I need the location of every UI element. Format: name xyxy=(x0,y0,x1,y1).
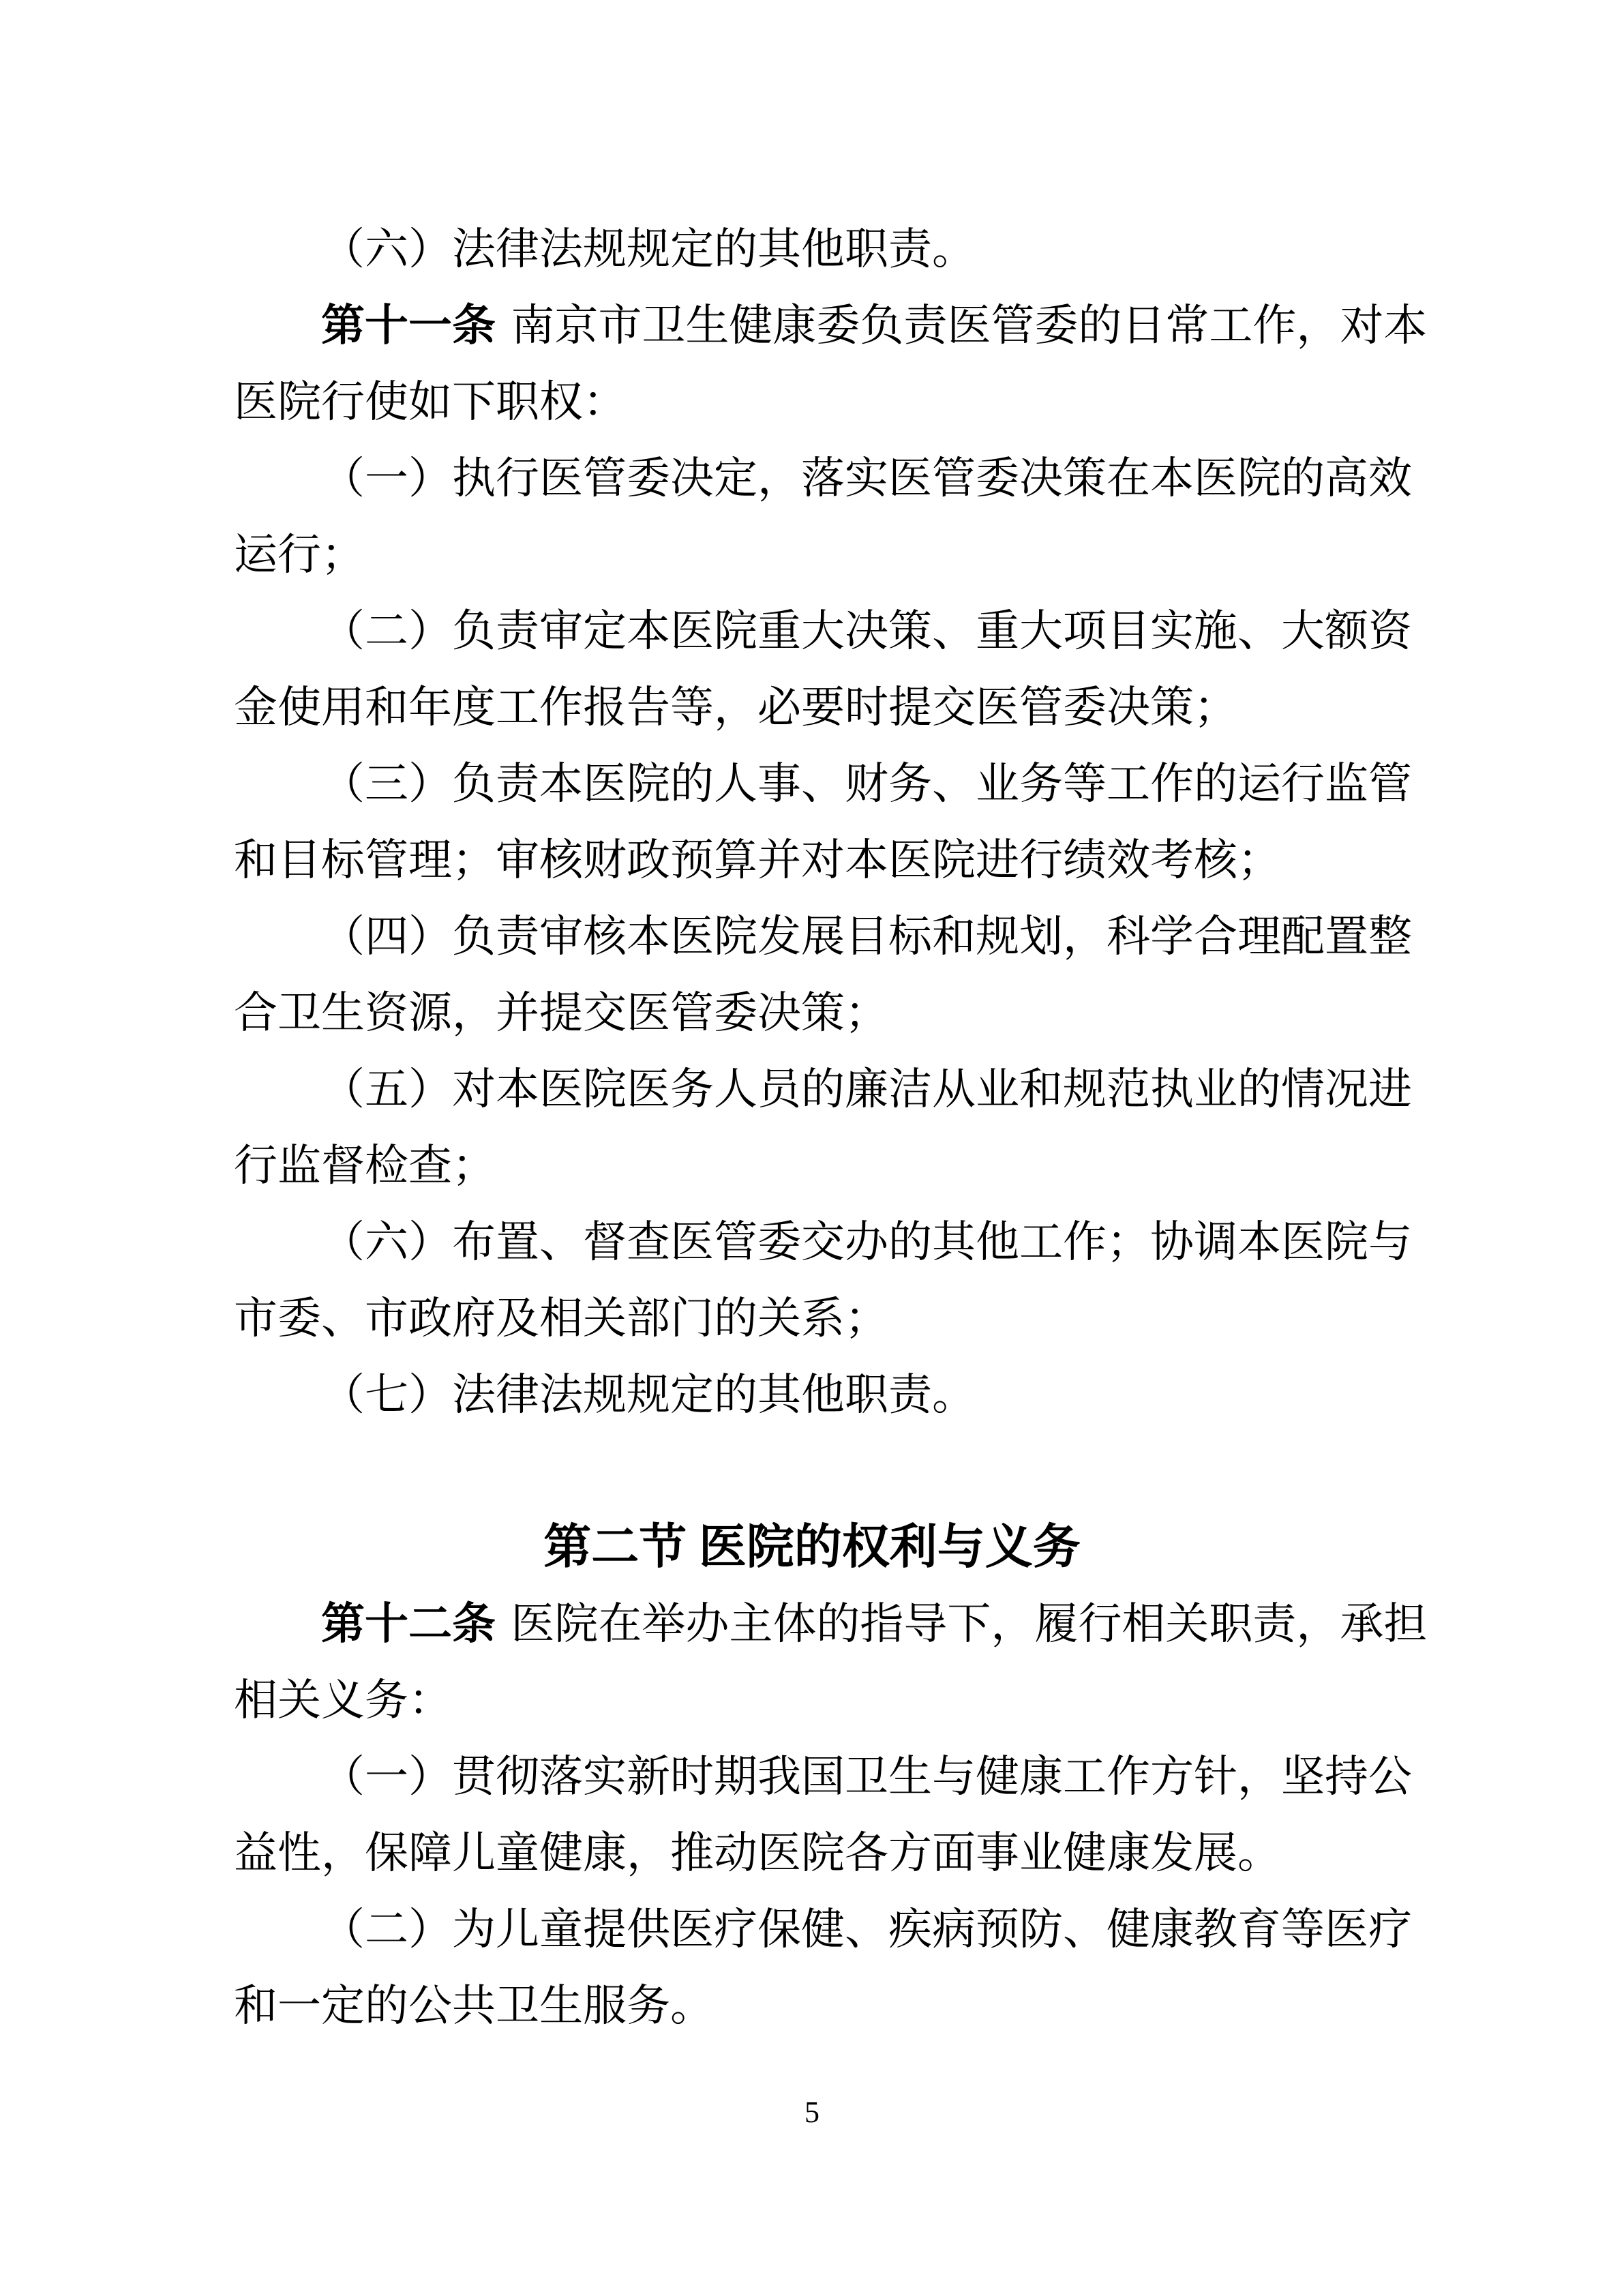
text-line xyxy=(234,1128,1437,1204)
text-line xyxy=(234,441,1437,517)
text-segment: （三）负责本医院的人事、财务、业务等工作的运行监管 xyxy=(321,760,1412,808)
text-segment: （四）负责审核本医院发展目标和规划，科学合理配置整 xyxy=(321,912,1412,961)
text-segment: 益性，保障儿童健康，推动医院各方面事业健康发展。 xyxy=(234,1829,1281,1877)
text-segment: （一）贯彻落实新时期我国卫生与健康工作方针，坚持公 xyxy=(321,1753,1412,1801)
text-segment: （六）法律法规规定的其他职责。 xyxy=(321,225,976,273)
document-lines xyxy=(234,211,1437,2044)
text-line xyxy=(234,593,1437,670)
text-line xyxy=(234,975,1437,1052)
text-line xyxy=(234,746,1437,822)
text-segment: （二）负责审定本医院重大决策、重大项目实施、大额资 xyxy=(321,607,1412,655)
text-segment: 合卫生资源，并提交医管委决策； xyxy=(234,989,888,1037)
text-segment: 运行； xyxy=(234,531,365,579)
text-line xyxy=(234,211,1437,288)
bold-article-label: 第十二条 xyxy=(321,1600,496,1648)
text-segment: （六）布置、督查医管委交办的其他工作；协调本医院与 xyxy=(321,1218,1412,1266)
text-line xyxy=(234,822,1437,899)
text-segment: （五）对本医院医务人员的廉洁从业和规范执业的情况进 xyxy=(321,1065,1412,1114)
text-line xyxy=(234,288,1437,364)
text-segment: （二）为儿童提供医疗保健、疾病预防、健康教育等医疗 xyxy=(321,1905,1412,1954)
text-line xyxy=(234,1892,1437,1968)
text-segment: 行监督检查； xyxy=(234,1142,496,1190)
text-segment: 医院在举办主体的指导下，履行相关职责，承担 xyxy=(511,1600,1428,1648)
text-line xyxy=(234,1815,1437,1892)
text-line xyxy=(234,1739,1437,1815)
text-line xyxy=(234,670,1437,746)
text-segment: 医院行使如下职权： xyxy=(234,378,627,426)
text-segment: 金使用和年度工作报告等，必要时提交医管委决策； xyxy=(234,683,1237,732)
text-segment: 和一定的公共卫生服务。 xyxy=(234,1982,714,2030)
bold-article-label: 第十一条 xyxy=(321,301,496,350)
text-line xyxy=(234,364,1437,441)
text-line xyxy=(234,517,1437,593)
text-segment: 和目标管理；审核财政预算并对本医院进行绩效考核； xyxy=(234,836,1281,884)
text-segment: 相关义务： xyxy=(234,1676,452,1725)
text-line xyxy=(234,1663,1437,1739)
text-segment: 市委、市政府及相关部门的关系； xyxy=(234,1294,888,1343)
text-line xyxy=(234,1281,1437,1357)
text-segment: 南京市卫生健康委负责医管委的日常工作，对本 xyxy=(511,301,1428,350)
text-segment: （七）法律法规规定的其他职责。 xyxy=(321,1371,976,1419)
section-heading xyxy=(0,1510,1624,1586)
text-line xyxy=(234,1586,1437,1663)
page-number: 5 xyxy=(805,2096,819,2129)
text-line xyxy=(234,899,1437,975)
text-segment: （一）执行医管委决定，落实医管委决策在本医院的高效 xyxy=(321,454,1412,503)
text-line xyxy=(234,1052,1437,1128)
text-line xyxy=(234,1204,1437,1281)
text-line xyxy=(234,1968,1437,2044)
text-line xyxy=(234,1357,1437,1433)
section-heading-text: 第二节 医院的权利与义务 xyxy=(543,1521,1081,1574)
